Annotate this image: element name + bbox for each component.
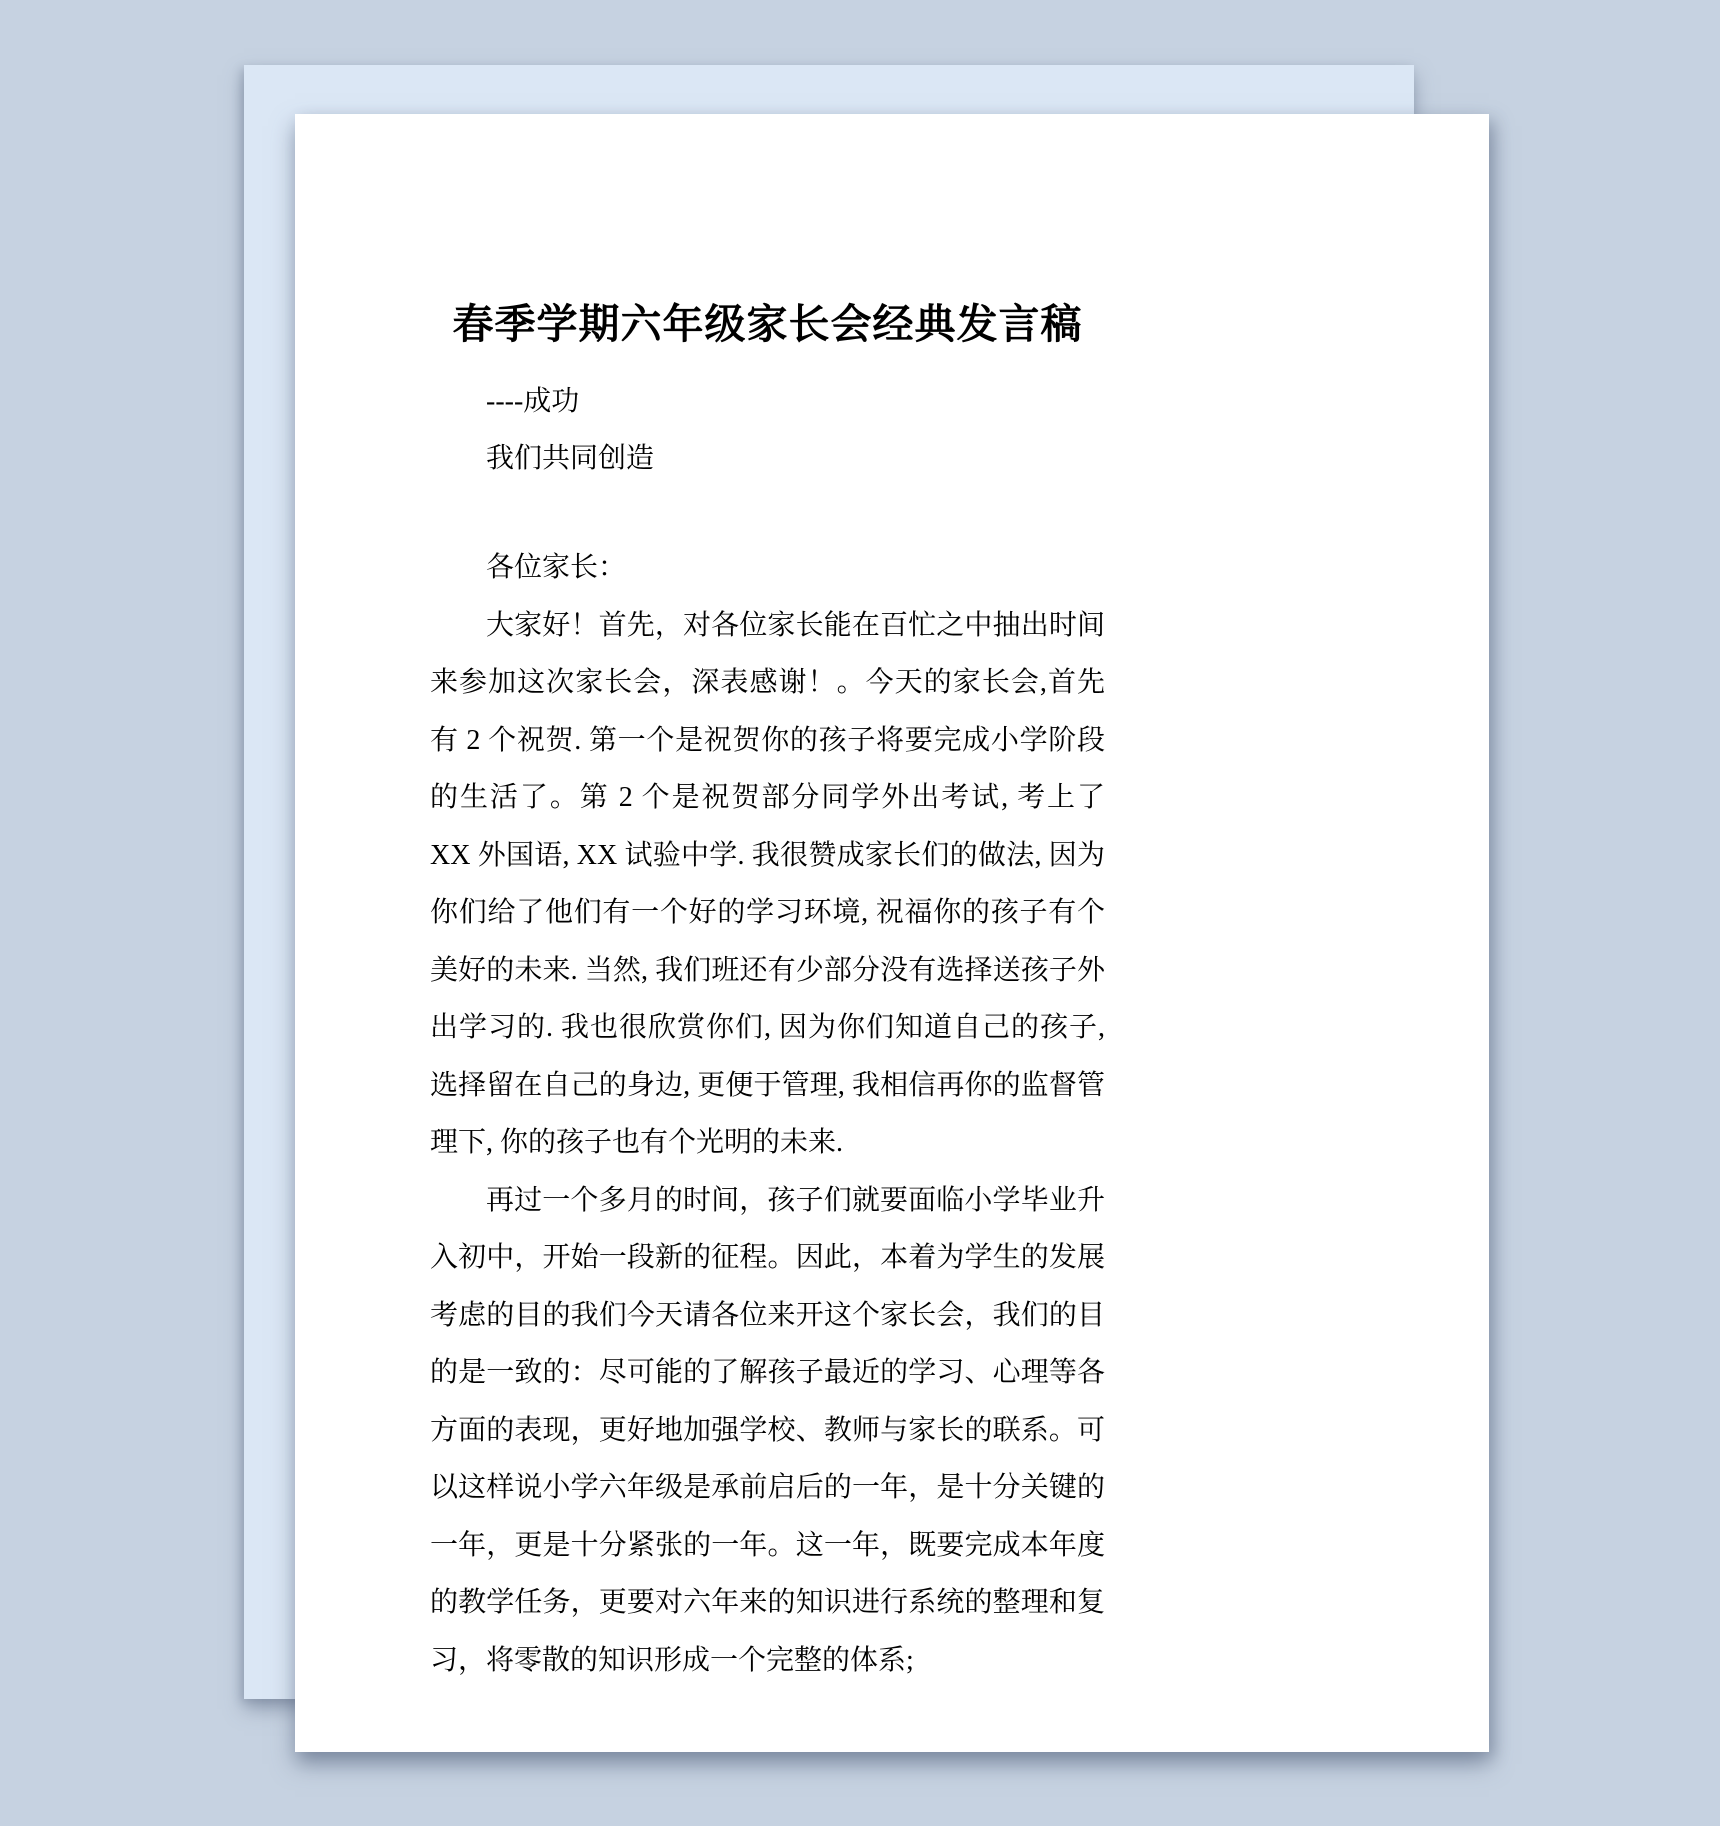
- document-title: 春季学期六年级家长会经典发言稿: [452, 301, 1083, 347]
- paragraph-gap: [430, 487, 1105, 539]
- subtitle-line-2: 我们共同创造: [486, 443, 655, 474]
- body-paragraph-1: 大家好！首先，对各位家长能在百忙之中抽出时间来参加这次家长会，深表感谢！。今天的家长会,首先有 2 个祝贺. 第一个是祝贺你的孩子将要完成小学阶段的生活了。第 2 个是祝贺部分同学外出考试, 考上了 XX 外国语, XX 试验中学. 我很赞成家长们的做法, 因为你们给了他们有一个好的学习环境, 祝福你的孩子有个美好的未来. 当然, 我们班还有少部分没有选择送孩子外出学习的. 我也很欣赏你们, 因为你们知道自己的孩子, 选择留在自己的身边, 更便于管理, 我相信再你的监督管理下, 你的孩子也有个光明的未来.: [430, 609, 1105, 1158]
- body-paragraph-2: 再过一个多月的时间，孩子们就要面临小学毕业升入初中，开始一段新的征程。因此，本着为学生的发展考虑的目的我们今天请各位来开这个家长会，我们的目的是一致的：尽可能的了解孩子最近的学习、心理等各方面的表现，更好地加强学校、教师与家长的联系。可以这样说小学六年级是承前启后的一年，是十分关键的一年，更是十分紧张的一年。这一年，既要完成本年度的教学任务，更要对六年来的知识进行系统的整理和复习，将零散的知识形成一个完整的体系;: [430, 1184, 1105, 1676]
- document-page: [295, 114, 1489, 1752]
- subtitle-line-1: ----成功: [486, 386, 580, 417]
- salutation: 各位家长：: [486, 552, 627, 583]
